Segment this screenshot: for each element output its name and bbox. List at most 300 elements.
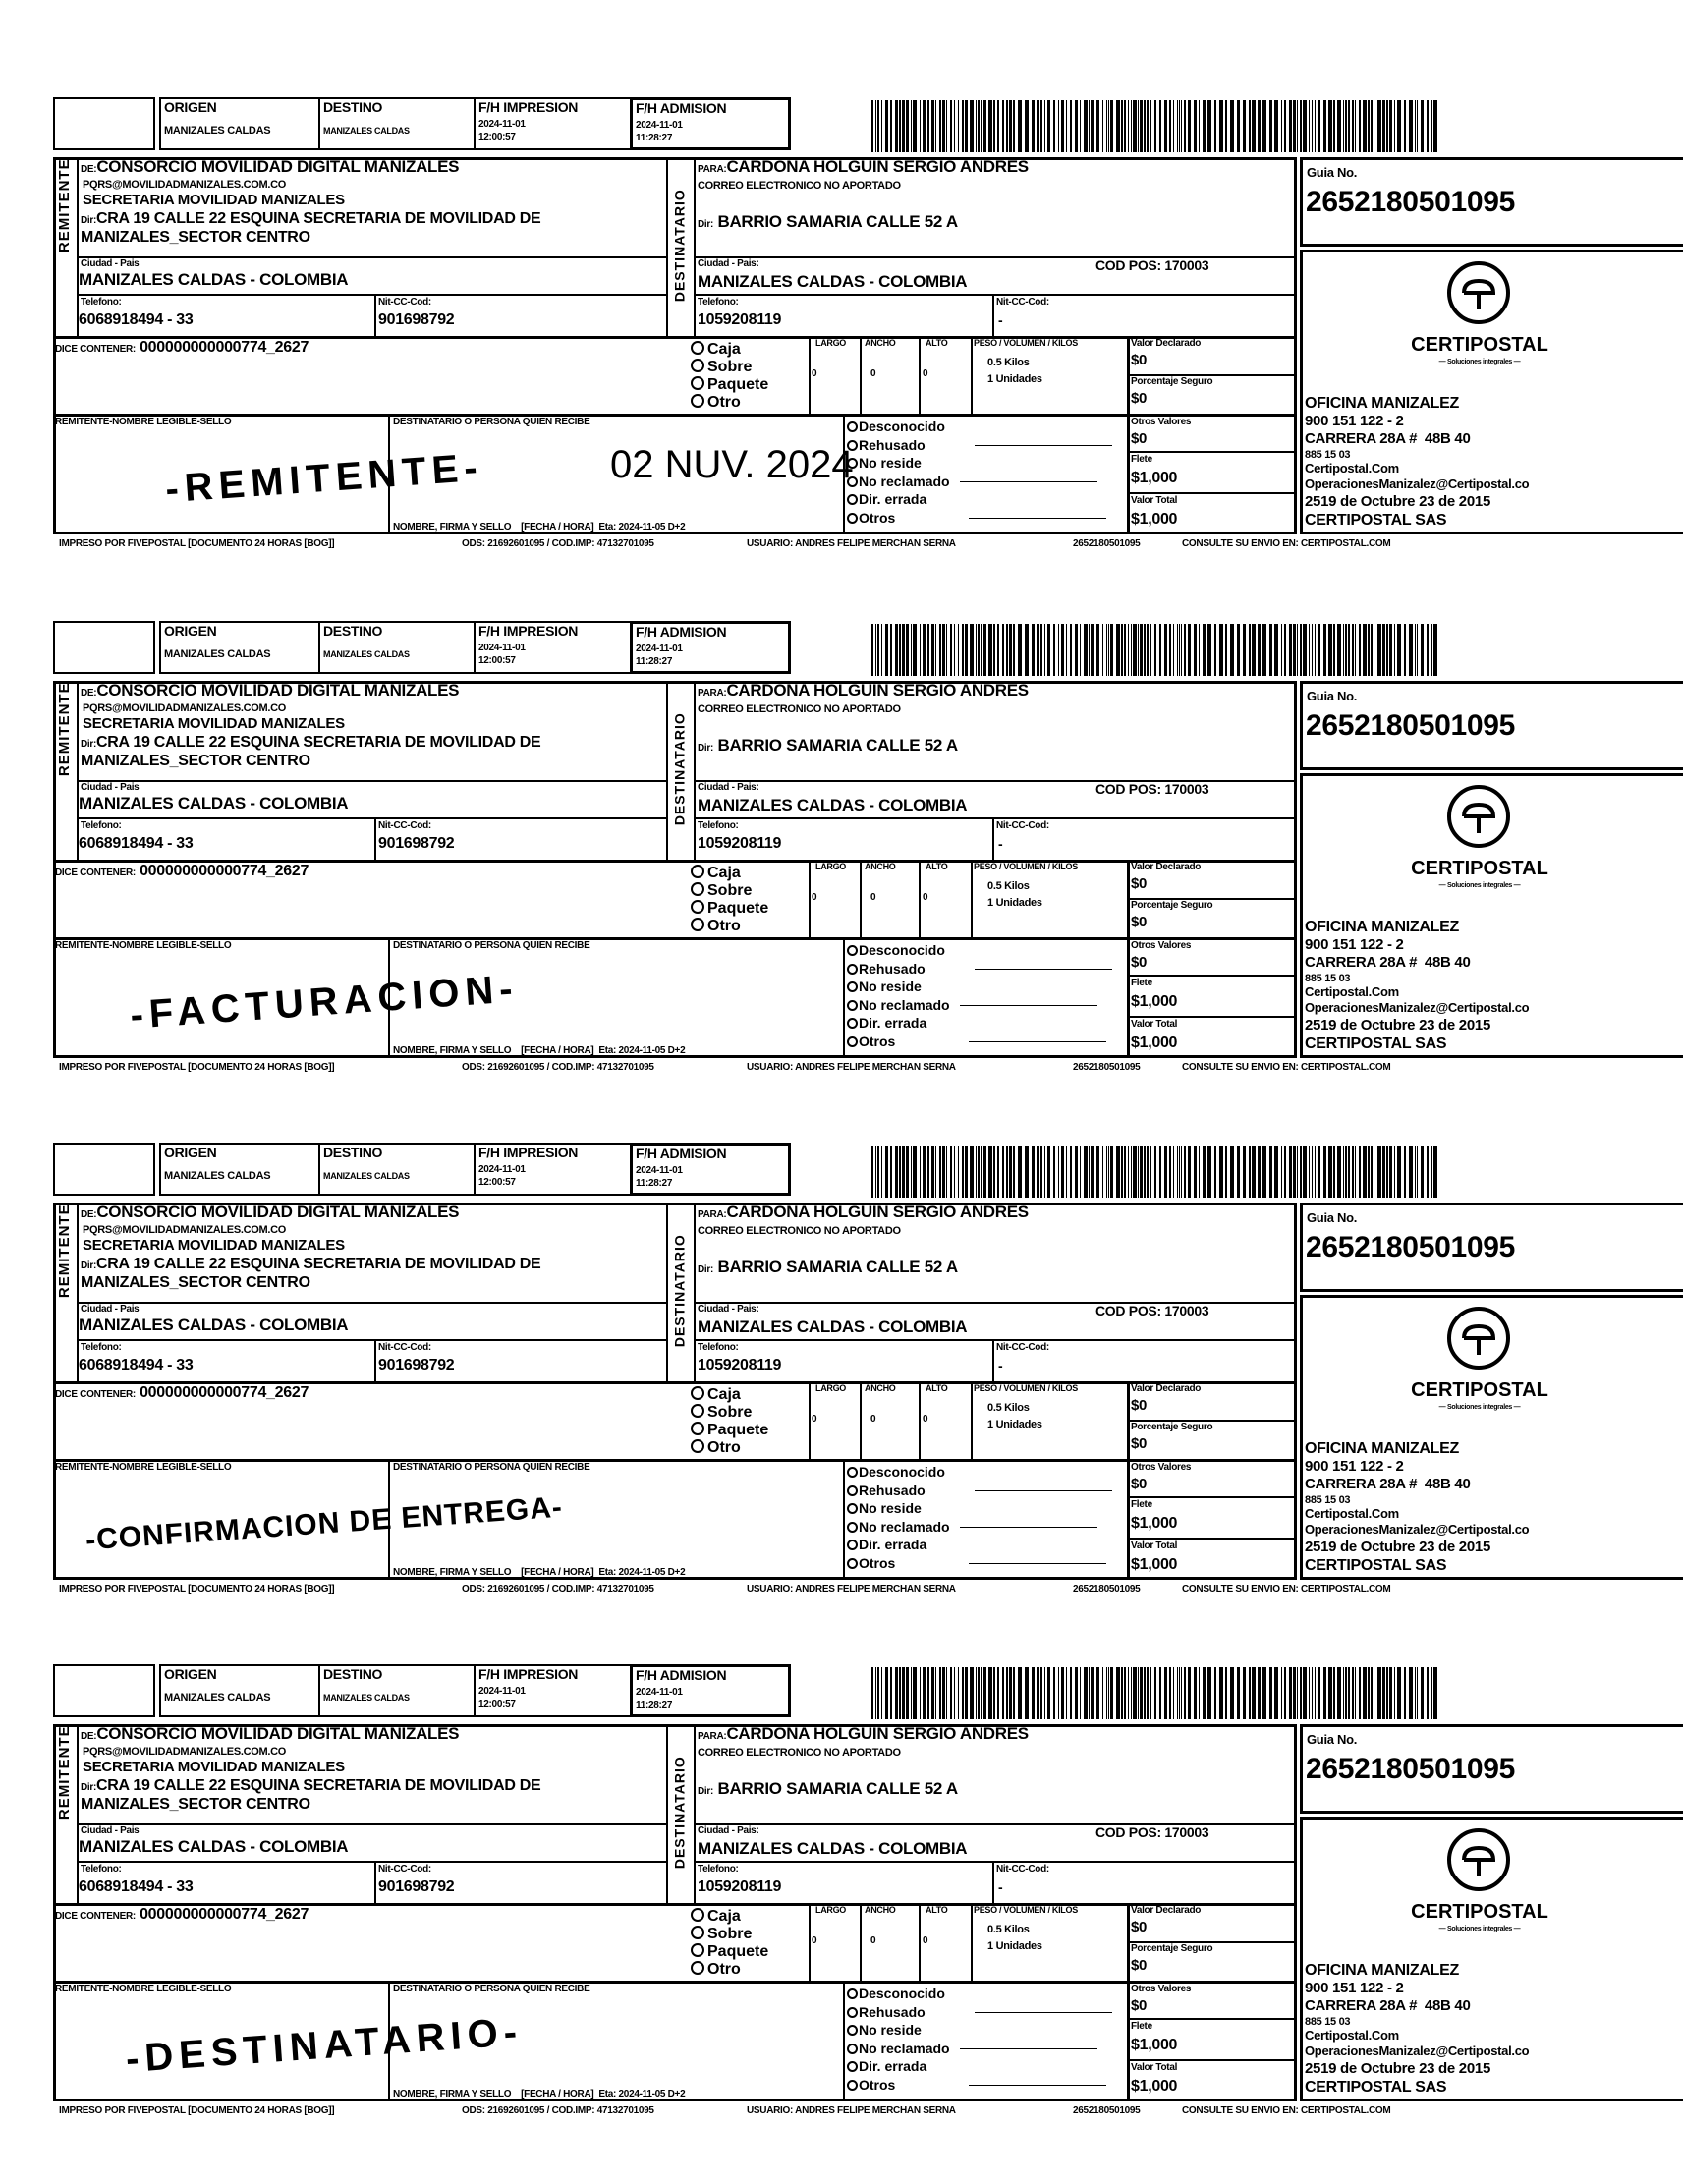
footer-guia: 2652180501095	[1073, 538, 1141, 549]
barcode-bar	[1203, 1667, 1206, 1719]
barcode-bar	[1032, 1667, 1035, 1719]
destinatario-ciudad-label: Ciudad - Pais:	[698, 1825, 759, 1836]
barcode-bar	[1025, 1146, 1029, 1198]
barcode-bar	[1297, 1146, 1298, 1198]
largo-value: 0	[812, 892, 817, 903]
para-prefix: PARA:	[698, 1731, 727, 1742]
certipostal-logo-icon	[1444, 1825, 1513, 1894]
barcode-bar	[1397, 1667, 1401, 1719]
barcode-bar	[1018, 1146, 1022, 1198]
barcode-bar	[1315, 624, 1316, 676]
barcode-bar	[1058, 100, 1059, 152]
barcode-bar	[1281, 100, 1282, 152]
peso-label: PESO / VOLUMEN / KILOS	[974, 1383, 1078, 1393]
barcode-bar	[1164, 1667, 1167, 1719]
barcode-bar	[890, 1146, 892, 1198]
barcode-bar	[1194, 1667, 1197, 1719]
devolucion-otros[interactable]: Otros	[847, 1033, 1112, 1051]
barcode-bar	[965, 1667, 968, 1719]
oficina-nit: 900 151 122 - 2	[1305, 936, 1404, 953]
barcode-bar	[1337, 1146, 1341, 1198]
barcode-bar	[942, 624, 945, 676]
office-box	[1300, 1817, 1683, 2101]
remitente-strip-label: REMITENTE	[55, 682, 73, 777]
barcode-bar	[906, 1146, 909, 1198]
remitente-nit: 901698792	[378, 835, 455, 852]
barcode-bar	[1258, 1146, 1261, 1198]
barcode-bar	[946, 100, 947, 152]
footer-ods: ODS: 21692601095 / COD.IMP: 47132701095	[462, 1584, 654, 1595]
barcode-bar	[1258, 1667, 1261, 1719]
barcode-bar	[1147, 624, 1149, 676]
footer-impreso: IMPRESO POR FIVEPOSTAL [DOCUMENTO 24 HORAS [BOG]]	[59, 2105, 335, 2116]
barcode-bar	[1181, 1667, 1182, 1719]
barcode-bar	[1409, 1667, 1413, 1719]
devolucion-no-reclamado[interactable]: No reclamado	[847, 473, 1112, 491]
dir-prefix: Dir:	[698, 219, 714, 230]
barcode-bar	[939, 1667, 941, 1719]
barcode-bar	[1089, 1146, 1090, 1198]
admision-box	[630, 1664, 791, 1717]
valor-total: $1,000	[1131, 1556, 1178, 1573]
devolucion-otros[interactable]: Otros	[847, 509, 1112, 528]
package-type-caja[interactable]: Caja	[691, 865, 768, 882]
header-blank-box	[53, 97, 155, 150]
barcode-bar	[1249, 100, 1251, 152]
barcode-bar	[1297, 624, 1298, 676]
remitente-nit: 901698792	[378, 1878, 455, 1895]
barcode-bar	[1013, 624, 1015, 676]
barcode-bar	[1179, 1146, 1180, 1198]
barcode-bar	[1037, 1667, 1039, 1719]
barcode-bar	[913, 624, 917, 676]
package-type-sobre[interactable]: Sobre	[691, 1926, 768, 1943]
destinatario-telefono: 1059208119	[698, 1878, 782, 1895]
barcode-bar	[1102, 624, 1103, 676]
barcode-bar	[923, 1146, 926, 1198]
barcode-bar	[899, 624, 901, 676]
barcode-bar	[1179, 1667, 1180, 1719]
barcode-bar	[1415, 1146, 1416, 1198]
valor-declarado-label: Valor Declarado	[1131, 862, 1202, 872]
devolucion-desconocido[interactable]: Desconocido	[847, 1463, 1112, 1482]
barcode-bar	[1002, 100, 1004, 152]
barcode-bar	[1133, 1146, 1137, 1198]
devolucion-dir-errada[interactable]: Dir. errada	[847, 1536, 1112, 1554]
destinatario-nit-label: Nit-CC-Cod:	[996, 297, 1049, 308]
barcode-bar	[1348, 100, 1350, 152]
package-type-otro[interactable]: Otro	[691, 1961, 768, 1979]
barcode-bar	[1281, 1667, 1282, 1719]
barcode-bar	[1070, 624, 1072, 676]
barcode-bar	[1058, 1667, 1059, 1719]
barcode-bar	[1075, 100, 1078, 152]
barcode-bar	[954, 1146, 955, 1198]
oficina-nit: 900 151 122 - 2	[1305, 1458, 1404, 1475]
remitente-email: PQRS@MOVILIDADMANIZALES.COM.CO	[83, 1224, 287, 1236]
barcode-bar	[1188, 1146, 1191, 1198]
barcode-bar	[1131, 1667, 1132, 1719]
barcode-bar	[1147, 1667, 1149, 1719]
oficina-resolucion: 2519 de Octubre 23 de 2015	[1305, 1539, 1490, 1555]
barcode-bar	[1199, 624, 1200, 676]
largo-label: LARGO	[815, 862, 846, 871]
package-type-sobre[interactable]: Sobre	[691, 1404, 768, 1422]
recibe-label: DESTINATARIO O PERSONA QUIEN RECIBE	[393, 417, 590, 427]
oficina-phone: 885 15 03	[1305, 2016, 1351, 2028]
barcode-bar	[954, 624, 955, 676]
barcode-bar	[927, 1667, 929, 1719]
barcode-bar	[1106, 1146, 1107, 1198]
para-name: CARDONA HOLGUIN SERGIO ANDRES	[726, 1203, 1029, 1221]
barcode-bar	[1188, 624, 1191, 676]
barcode-bar	[1300, 1667, 1302, 1719]
remitente-sello-label: REMITENTE-NOMBRE LEGIBLE-SELLO	[55, 417, 232, 427]
barcode-bar	[993, 1667, 995, 1719]
barcode-bar	[1333, 1667, 1335, 1719]
remitente-email: PQRS@MOVILIDADMANIZALES.COM.CO	[83, 702, 287, 714]
dice-label: DICE CONTENER:	[55, 1911, 136, 1922]
para-name: CARDONA HOLGUIN SERGIO ANDRES	[726, 157, 1029, 176]
barcode-bar	[962, 624, 964, 676]
barcode-bar	[1091, 1146, 1094, 1198]
barcode-bar	[1116, 624, 1120, 676]
devolucion-desconocido[interactable]: Desconocido	[847, 418, 1112, 436]
origen-label: ORIGEN	[164, 1666, 217, 1682]
footer-impreso: IMPRESO POR FIVEPOSTAL [DOCUMENTO 24 HORAS [BOG]]	[59, 538, 335, 549]
barcode-bar	[978, 624, 980, 676]
barcode-bar	[1066, 624, 1067, 676]
barcode-bar	[1154, 1667, 1156, 1719]
devolucion-no-reclamado[interactable]: No reclamado	[847, 996, 1112, 1015]
barcode-bar	[935, 624, 936, 676]
barcode-bar	[1309, 1667, 1310, 1719]
admision-date: 2024-11-01	[636, 644, 683, 654]
remitente-address-2: MANIZALES_SECTOR CENTRO	[81, 1796, 310, 1813]
package-type-otro[interactable]: Otro	[691, 1439, 768, 1457]
barcode-bar	[1312, 1146, 1313, 1198]
footer-usuario: USUARIO: ANDRES FELIPE MERCHAN SERNA	[747, 2105, 956, 2116]
barcode-bar	[1025, 624, 1029, 676]
dir-prefix: Dir:	[81, 215, 97, 226]
barcode-bar	[877, 100, 879, 152]
barcode-bar	[1409, 624, 1413, 676]
brand-name: CERTIPOSTAL	[1411, 334, 1548, 356]
package-type-caja[interactable]: Caja	[691, 1386, 768, 1404]
barcode-bar	[1002, 1667, 1004, 1719]
otros-valores-label: Otros Valores	[1131, 940, 1192, 951]
barcode	[871, 100, 1442, 152]
barcode-bar	[1110, 100, 1113, 152]
destino-label: DESTINO	[323, 99, 383, 115]
barcode-bar	[1343, 624, 1344, 676]
barcode-bar	[1084, 1146, 1088, 1198]
destinatario-ciudad: MANIZALES CALDAS - COLOMBIA	[698, 1839, 968, 1858]
valor-total-label: Valor Total	[1131, 1540, 1178, 1551]
guia-number: 2652180501095	[1306, 709, 1515, 742]
barcode-bar	[1328, 1667, 1332, 1719]
devolucion-rehusado[interactable]: Rehusado	[847, 2003, 1112, 2022]
devolucion-no-reclamado[interactable]: No reclamado	[847, 1518, 1112, 1537]
barcode-bar	[1006, 100, 1008, 152]
barcode-bar	[1047, 1667, 1050, 1719]
barcode-bar	[962, 1146, 964, 1198]
devolucion-desconocido[interactable]: Desconocido	[847, 1985, 1112, 2003]
origen-value: MANIZALES CALDAS	[164, 1692, 271, 1704]
package-type-sobre[interactable]: Sobre	[691, 359, 768, 376]
para-name: CARDONA HOLGUIN SERGIO ANDRES	[726, 681, 1029, 700]
barcode-bar	[1032, 100, 1035, 152]
barcode-bar	[1121, 100, 1123, 152]
devolucion-otros[interactable]: Otros	[847, 2076, 1112, 2095]
copy-stamp: -REMITENTE-	[163, 445, 485, 512]
package-type-sobre[interactable]: Sobre	[691, 882, 768, 900]
barcode-bar	[1199, 1146, 1200, 1198]
remitente-address-2: MANIZALES_SECTOR CENTRO	[81, 1274, 310, 1291]
devolucion-dir-errada[interactable]: Dir. errada	[847, 1014, 1112, 1033]
devolucion-no-reside[interactable]: No reside	[847, 978, 1112, 996]
para-name: CARDONA HOLGUIN SERGIO ANDRES	[726, 1724, 1029, 1743]
guia-number: 2652180501095	[1306, 186, 1515, 218]
alto-label: ALTO	[926, 862, 948, 871]
barcode-bar	[881, 100, 882, 152]
barcode-bar	[1355, 1146, 1356, 1198]
barcode-bar	[1053, 100, 1055, 152]
barcode-bar	[1417, 1146, 1418, 1198]
barcode-bar	[1281, 624, 1282, 676]
address-line: BARRIO SAMARIA CALLE 52 A	[717, 736, 958, 755]
barcode-bar	[978, 100, 980, 152]
ancho-label: ANCHO	[865, 1383, 896, 1393]
barcode-bar	[1124, 1667, 1126, 1719]
barcode-bar	[1150, 624, 1151, 676]
barcode-bar	[1116, 1667, 1120, 1719]
package-type-otro[interactable]: Otro	[691, 918, 768, 935]
barcode-bar	[1080, 1667, 1081, 1719]
devolucion-no-reclamado[interactable]: No reclamado	[847, 2040, 1112, 2058]
devolucion-options	[847, 1463, 1112, 1572]
barcode-bar	[1199, 100, 1200, 152]
barcode-bar	[1262, 1146, 1266, 1198]
destino-box	[318, 1664, 476, 1717]
barcode-bar	[1289, 1146, 1292, 1198]
barcode-bar	[1249, 1146, 1251, 1198]
largo-value: 0	[812, 368, 817, 379]
barcode-bar	[1431, 100, 1432, 152]
barcode-bar	[1431, 1146, 1432, 1198]
barcode-bar	[983, 100, 986, 152]
barcode-bar	[1421, 1146, 1424, 1198]
barcode-bar	[1116, 1146, 1120, 1198]
barcode-bar	[1289, 1667, 1292, 1719]
barcode-bar	[1150, 100, 1151, 152]
guia-label: Guia No.	[1307, 689, 1358, 703]
ancho-label: ANCHO	[865, 862, 896, 871]
devolucion-otros[interactable]: Otros	[847, 1554, 1112, 1573]
brand-tagline: — Soluciones integrales —	[1438, 882, 1521, 889]
barcode-bar	[1140, 1146, 1143, 1198]
flete: $1,000	[1131, 2037, 1178, 2053]
barcode-bar	[881, 1667, 882, 1719]
devolucion-no-reside[interactable]: No reside	[847, 2021, 1112, 2040]
certipostal-logo-icon	[1444, 258, 1513, 327]
unidades-value: 1 Unidades	[987, 373, 1042, 385]
package-type-paquete[interactable]: Paquete	[691, 1422, 768, 1439]
barcode-bar	[1131, 624, 1132, 676]
porcentaje-label: Porcentaje Seguro	[1131, 376, 1213, 387]
barcode-bar	[1415, 1667, 1416, 1719]
barcode-bar	[1203, 1146, 1206, 1198]
destino-box	[318, 621, 476, 674]
devolucion-options	[847, 1985, 1112, 2094]
barcode-bar	[913, 100, 917, 152]
destinatario-address	[698, 1259, 958, 1277]
barcode-bar	[1293, 624, 1296, 676]
barcode-bar	[1409, 100, 1413, 152]
barcode-bar	[997, 100, 999, 152]
destinatario-ciudad: MANIZALES CALDAS - COLOMBIA	[698, 796, 968, 814]
remitente-name	[81, 1204, 459, 1222]
barcode-bar	[1249, 624, 1251, 676]
valor-total: $1,000	[1131, 2078, 1178, 2095]
barcode-bar	[1363, 100, 1367, 152]
barcode-bar	[1006, 1146, 1008, 1198]
barcode-bar	[1044, 624, 1045, 676]
remitente-telefono-label: Telefono:	[81, 297, 122, 308]
barcode-bar	[1377, 1667, 1381, 1719]
admision-box	[630, 1143, 791, 1196]
barcode-bar	[1207, 1146, 1211, 1198]
barcode-bar	[1394, 624, 1395, 676]
barcode-bar	[1131, 100, 1132, 152]
barcode-bar	[1154, 100, 1156, 152]
barcode-bar	[1018, 1667, 1022, 1719]
barcode-bar	[1252, 1146, 1256, 1198]
cod-pos: COD POS: 170003	[1095, 1824, 1209, 1840]
barcode-bar	[913, 1667, 917, 1719]
devolucion-rehusado[interactable]: Rehusado	[847, 1482, 1112, 1500]
footer-consulte: CONSULTE SU ENVIO EN: CERTIPOSTAL.COM	[1182, 1062, 1391, 1073]
barcode-bar	[1140, 624, 1143, 676]
barcode-bar	[1089, 1667, 1090, 1719]
impresion-date: 2024-11-01	[478, 643, 526, 653]
admision-time: 11:28:27	[636, 1178, 673, 1189]
remitente-telefono: 6068918494 - 33	[79, 835, 194, 852]
package-type-otro[interactable]: Otro	[691, 394, 768, 412]
devolucion-rehusado[interactable]: Rehusado	[847, 436, 1112, 455]
copy-stamp: -DESTINATARIO-	[124, 2009, 525, 2082]
barcode	[871, 1667, 1442, 1719]
barcode-bar	[1237, 1667, 1240, 1719]
barcode-bar	[1345, 624, 1347, 676]
barcode-bar	[1047, 624, 1050, 676]
barcode-bar	[1184, 624, 1186, 676]
barcode-bar	[1214, 1667, 1216, 1719]
destinatario-nit: -	[998, 836, 1003, 852]
devolucion-no-reside[interactable]: No reside	[847, 454, 1112, 473]
package-type-paquete[interactable]: Paquete	[691, 1943, 768, 1961]
barcode-bar	[1269, 624, 1272, 676]
barcode-bar	[1348, 1146, 1350, 1198]
destinatario-telefono: 1059208119	[698, 311, 782, 328]
barcode-bar	[1371, 1667, 1373, 1719]
flete: $1,000	[1131, 1515, 1178, 1532]
oficina-phone: 885 15 03	[1305, 449, 1351, 461]
barcode-bar	[911, 100, 912, 152]
barcode-bar	[1293, 1146, 1296, 1198]
otros-valores-label: Otros Valores	[1131, 417, 1192, 427]
certipostal-logo-icon	[1444, 782, 1513, 851]
barcode-bar	[1328, 624, 1332, 676]
oficina-name: OFICINA MANIZALEZ	[1305, 395, 1459, 412]
barcode-bar	[902, 1146, 905, 1198]
destinatario-email: CORREO ELECTRONICO NO APORTADO	[698, 1747, 901, 1759]
barcode-bar	[981, 100, 982, 152]
barcode-bar	[895, 1146, 898, 1198]
barcode-bar	[1433, 624, 1437, 676]
shipping-label	[0, 621, 1683, 1083]
barcode-bar	[1258, 624, 1261, 676]
de-name: CONSORCIO MOVILIDAD DIGITAL MANIZALES	[96, 157, 460, 176]
barcode-bar	[1297, 1667, 1298, 1719]
package-type-caja[interactable]: Caja	[691, 1908, 768, 1926]
barcode-bar	[1368, 100, 1370, 152]
barcode-bar	[997, 1146, 999, 1198]
barcode-bar	[942, 100, 945, 152]
footer-ods: ODS: 21692601095 / COD.IMP: 47132701095	[462, 538, 654, 549]
firma-label: NOMBRE, FIRMA Y SELLO [FECHA / HORA] Eta: 2024-11-05 D+2	[393, 2089, 686, 2100]
destinatario-email: CORREO ELECTRONICO NO APORTADO	[698, 180, 901, 192]
barcode-bar	[1345, 100, 1347, 152]
oficina-web: Certipostal.Com	[1305, 984, 1399, 999]
package-type-paquete[interactable]: Paquete	[691, 376, 768, 394]
barcode-bar	[1303, 100, 1307, 152]
barcode-bar	[1355, 1667, 1356, 1719]
devolucion-dir-errada[interactable]: Dir. errada	[847, 490, 1112, 509]
barcode-bar	[1371, 100, 1373, 152]
devolucion-desconocido[interactable]: Desconocido	[847, 941, 1112, 960]
footer-consulte: CONSULTE SU ENVIO EN: CERTIPOSTAL.COM	[1182, 2105, 1391, 2116]
header-blank-box	[53, 1143, 155, 1196]
barcode-bar	[978, 1146, 980, 1198]
barcode-bar	[1293, 1667, 1296, 1719]
dir-prefix: Dir:	[81, 1260, 97, 1271]
package-type-paquete[interactable]: Paquete	[691, 900, 768, 918]
barcode-bar	[1091, 1667, 1094, 1719]
barcode-bar	[1409, 1146, 1413, 1198]
porcentaje-label: Porcentaje Seguro	[1131, 1943, 1213, 1954]
devolucion-no-reside[interactable]: No reside	[847, 1499, 1112, 1518]
barcode-bar	[1138, 1667, 1139, 1719]
package-type-caja[interactable]: Caja	[691, 341, 768, 359]
devolucion-rehusado[interactable]: Rehusado	[847, 960, 1112, 979]
oficina-address: CARRERA 28A # 48B 40	[1305, 1997, 1471, 2014]
barcode-bar	[1133, 100, 1137, 152]
barcode-bar	[1355, 100, 1356, 152]
barcode-bar	[981, 624, 982, 676]
barcode-bar	[1096, 100, 1099, 152]
guia-number: 2652180501095	[1306, 1753, 1515, 1785]
barcode-bar	[1040, 624, 1042, 676]
remitente-nit: 901698792	[378, 1357, 455, 1373]
barcode-bar	[1110, 624, 1113, 676]
guia-label: Guia No.	[1307, 1210, 1358, 1225]
barcode-bar	[1159, 624, 1161, 676]
unidades-value: 1 Unidades	[987, 1419, 1042, 1430]
flete-label: Flete	[1131, 454, 1152, 465]
devolucion-dir-errada[interactable]: Dir. errada	[847, 2057, 1112, 2076]
origen-label: ORIGEN	[164, 99, 217, 115]
